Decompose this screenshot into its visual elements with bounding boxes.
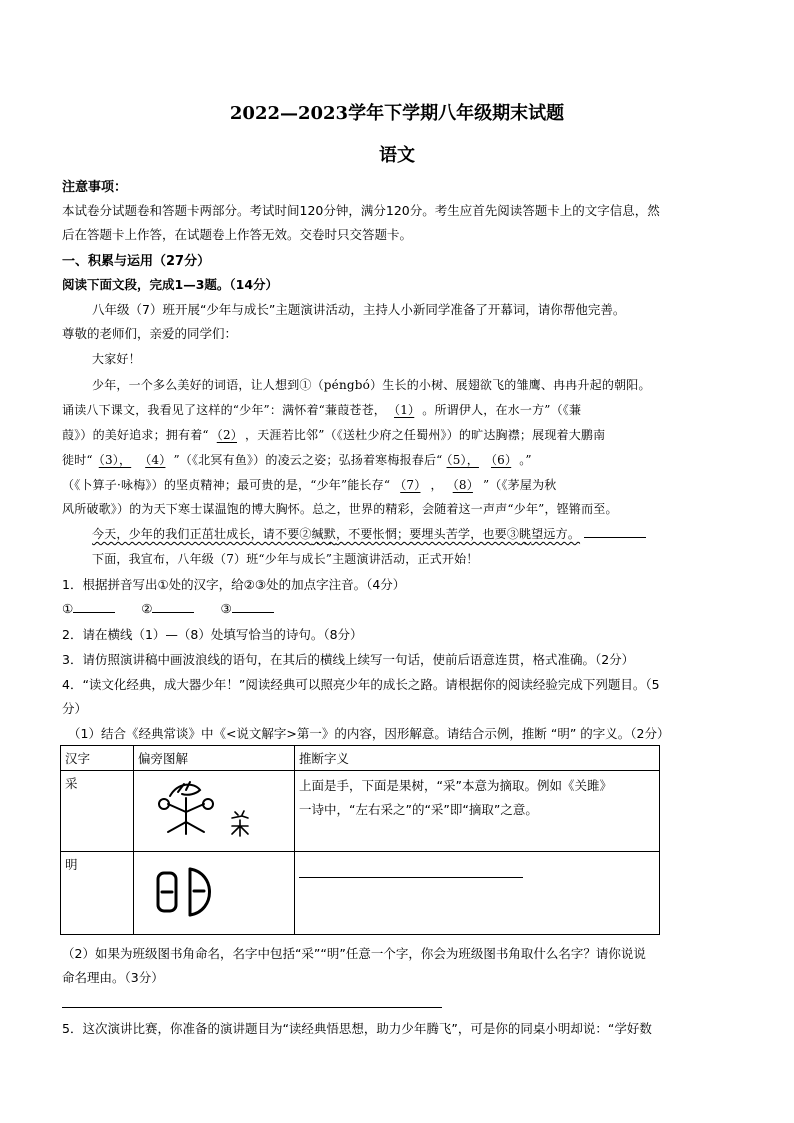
speech-text: ，天涯若比邻”（《送杜少府之任蜀州》）的旷达胸襟；展现着大鹏南	[245, 428, 606, 442]
blank-5: （5），	[446, 453, 479, 467]
question-1: 1．根据拼音写出①处的汉字，给②③处的加点字注音。（4分）	[62, 577, 406, 592]
meaning-line-1: 上面是手，下面是果树，“采”本意为摘取。例如《关雎》	[299, 778, 612, 793]
answer-label-3: ③	[220, 601, 232, 616]
answer-blank-1	[73, 600, 115, 613]
exam-subject: 语文	[379, 145, 415, 166]
speech-line-3	[62, 426, 605, 443]
question-4-2-cont: 命名理由。（3分）	[62, 970, 164, 985]
speech-line-2	[62, 401, 581, 418]
speech-text: 。所谓伊人，在水一方”（《蒹	[422, 403, 582, 417]
question-4-cont: 分）	[62, 701, 88, 716]
wavy-sentence	[92, 527, 580, 541]
answer-label-1: ①	[62, 601, 74, 616]
speech-text: 诵读八下课文，我看见了这样的“少年”：满怀着“蒹葭苍苍，	[62, 403, 387, 417]
ming-glyph-icon	[138, 855, 278, 927]
speech-greeting: 尊敬的老师们，亲爱的同学们：	[62, 326, 238, 341]
speech-line-1: 少年，一个多么美好的词语，让人想到①（péngbó）生长的小树、展翅欲飞的雏鹰、冉冉升起的朝阳。	[92, 378, 651, 392]
table-cell-meaning	[295, 771, 660, 852]
section-heading: 一、积累与运用（27分）	[62, 254, 211, 269]
table-header-row	[61, 746, 660, 771]
table-row	[61, 852, 660, 935]
table-cell-diagram	[134, 771, 295, 852]
speech-line-7	[92, 525, 646, 548]
question-4-2: （2）如果为班级图书角命名，名字中包括“采”“明”任意一个字，你会为班级图书角取什么名字？请你说说	[62, 946, 646, 961]
answer-blank-3	[232, 600, 274, 613]
meaning-line-2: 一诗中，“左右采之”的“采”即“摘取”之意。	[299, 802, 538, 817]
speech-line-4	[62, 451, 532, 468]
table-cell-char: 明	[61, 852, 134, 935]
speech-line-6: 风所破歌》）的为天下寒士谋温饱的博大胸怀。总之，世界的精彩，会随着这一声声“少年”，铿锵而至。	[62, 502, 618, 516]
blank-8: （8）	[452, 478, 473, 492]
table-header: 汉字	[61, 746, 134, 771]
cai-glyph-icon	[138, 774, 278, 844]
table-cell-diagram	[134, 852, 295, 935]
question-4: 4．“读文化经典，成大器少年！”阅读经典可以照亮少年的成长之路。请根据你的阅读经验完成下列题目。（5	[62, 677, 660, 692]
answer-line	[62, 1007, 442, 1008]
speech-text: 望远方。	[531, 527, 581, 541]
speech-hello: 大家好！	[92, 352, 141, 366]
speech-text: 葭》）的美好追求；拥有着“	[62, 428, 209, 442]
reading-heading: 阅读下面文段，完成1—3题。（14分）	[62, 277, 279, 292]
speech-text: 今天，少年的我们正茁壮成长，请不要②	[92, 527, 312, 541]
speech-text: 徙时“	[62, 453, 93, 467]
question-3: 3．请仿照演讲稿中画波浪线的语句，在其后的横线上续写一句话，使前后语意连贯，格式准确。（2分）	[62, 652, 635, 667]
blank-7: （7）	[400, 478, 421, 492]
answer-line	[299, 869, 523, 878]
exam-title: 2022—2023学年下学期八年级期末试题	[229, 103, 565, 124]
speech-text: 。”	[519, 453, 532, 467]
question-4-1: （1）结合《经典常谈》中《<说文解字>第一》的内容，因形解意。请结合示例，推断 “明” 的字义。（2分）	[68, 726, 670, 741]
question-5: 5．这次演讲比赛，你准备的演讲题目为“读经典悟思想，助力少年腾飞”，可是你的同桌小明却说：“学好数	[62, 1021, 652, 1036]
dotted-word-3: 眺	[519, 527, 532, 541]
blank-6: （6）	[490, 453, 512, 467]
speech-text: ”（《北冥有鱼》）的凌云之姿；弘扬着寒梅报春后“	[173, 453, 443, 467]
speech-line-5	[62, 476, 556, 493]
speech-line-8: 下面，我宣布，八年级（7）班“少年与成长”主题演讲活动，正式开始！	[92, 552, 479, 566]
notice-line-1: 本试卷分试题卷和答题卡两部分。考试时间120分钟，满分120分。考生应首先阅读答题卡上的文字信息，然	[62, 203, 660, 218]
blank-3: （3），	[98, 453, 132, 467]
question-2: 2．请在横线（1）—（8）处填写恰当的诗句。（8分）	[62, 627, 363, 642]
table-header: 推断字义	[295, 746, 660, 771]
answer-label-2: ②	[141, 601, 153, 616]
table-cell-meaning	[295, 852, 660, 935]
blank-4: （4）	[145, 453, 166, 467]
notice-line-2: 后在答题卡上作答，在试题卷上作答无效。交卷时只交答题卡。	[62, 227, 413, 242]
dotted-word-2: 缄默	[311, 527, 337, 541]
speech-text: （《卜算子·咏梅》）的坚贞精神；最可贵的是，“少年”能长存“	[62, 478, 391, 492]
table-row	[61, 771, 660, 852]
table-cell-char: 采	[61, 771, 134, 852]
activity-intro: 八年级（7）班开展“少年与成长”主题演讲活动，主持人小新同学准备了开幕词，请你帮他完善。	[92, 302, 626, 317]
continuation-blank	[584, 525, 646, 538]
character-table	[60, 745, 660, 935]
table-header: 偏旁图解	[134, 746, 295, 771]
answer-blank-2	[152, 600, 194, 613]
notice-heading: 注意事项：	[62, 180, 128, 195]
blank-2: （2）	[216, 428, 237, 442]
speech-text: ”（《茅屋为秋	[482, 478, 557, 492]
blank-1: （1）	[394, 403, 415, 417]
question-1-answers	[62, 600, 274, 616]
speech-text: ，	[430, 478, 443, 492]
speech-text: ，不要怅惘；要埋头苦学，也要③	[336, 527, 520, 541]
